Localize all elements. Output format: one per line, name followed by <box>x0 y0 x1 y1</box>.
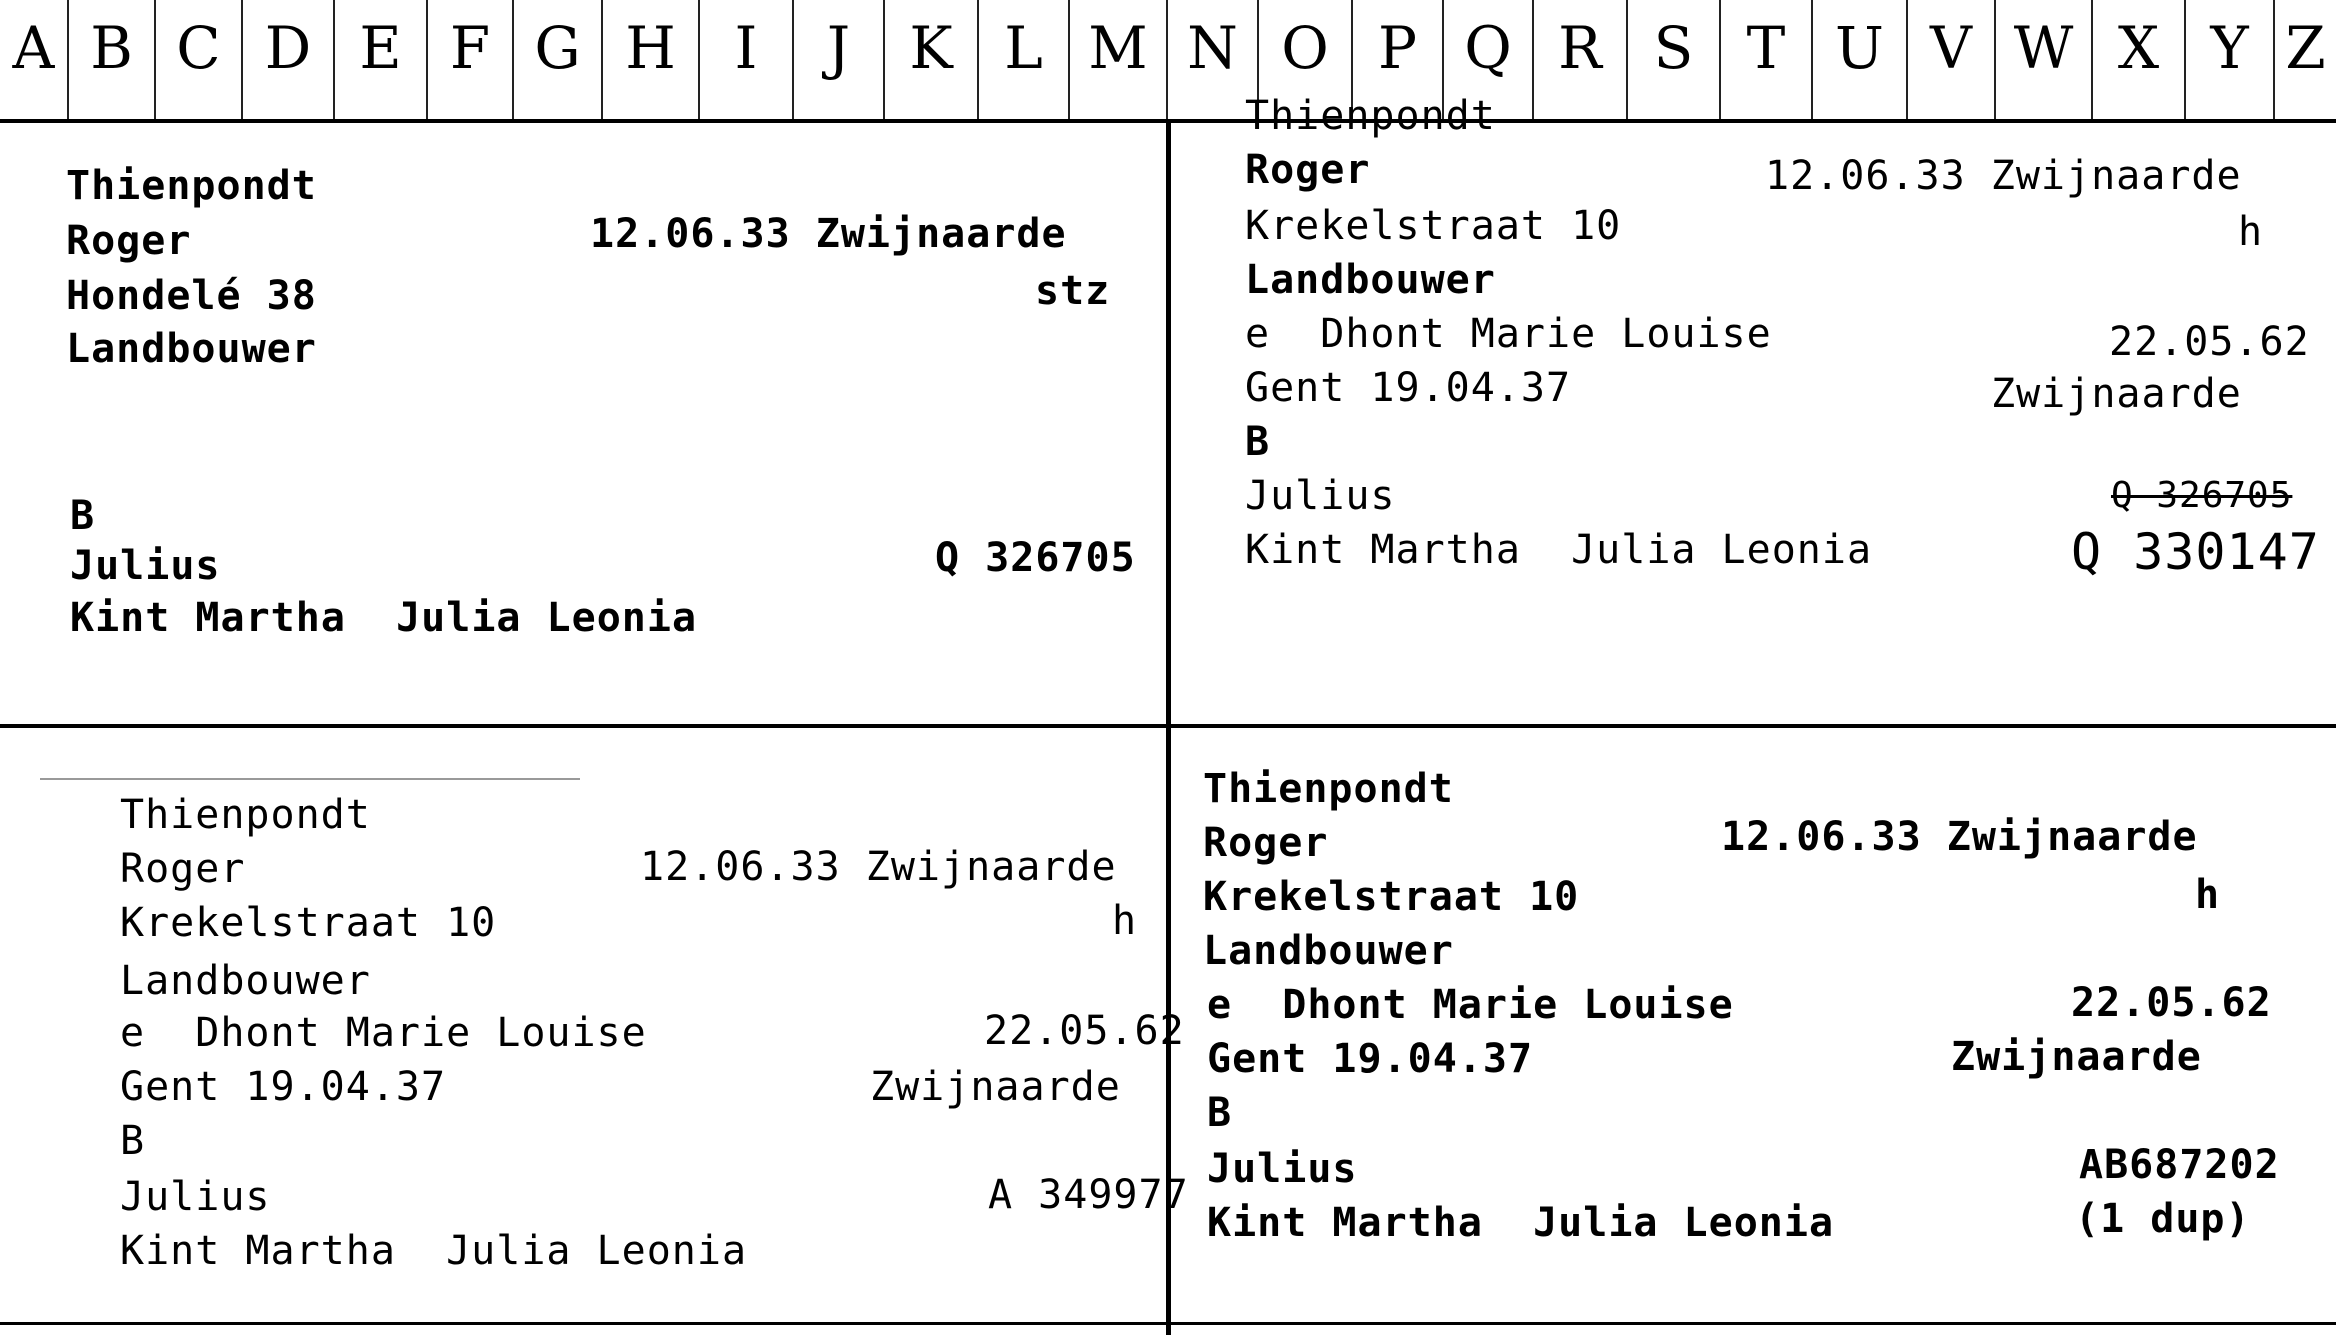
registration-number: Q 330147 <box>2071 523 2320 581</box>
given-name: Roger <box>1245 147 1371 193</box>
index-letter-f: F <box>428 0 514 119</box>
index-letter-e: E <box>335 0 428 119</box>
index-letter-s: S <box>1628 0 1721 119</box>
status: h <box>2238 209 2264 255</box>
index-letter-g: G <box>514 0 603 119</box>
code: B <box>1245 419 1271 465</box>
father-name: Julius <box>1245 473 1396 519</box>
index-letter-k: K <box>885 0 979 119</box>
index-letter-y: Y <box>2186 0 2275 119</box>
surname: Thienpondt <box>1203 766 1454 812</box>
given-name: Roger <box>66 218 192 264</box>
index-letter-r: R <box>1534 0 1628 119</box>
occupation: Landbouwer <box>1245 257 1496 303</box>
index-letter-z: Z <box>2285 14 2326 82</box>
code: B <box>120 1118 146 1164</box>
mother-name: Kint Martha Julia Leonia <box>1245 527 1873 573</box>
index-letter-u: U <box>1813 0 1908 119</box>
status: h <box>1112 898 1138 944</box>
birth-date-place: 12.06.33 Zwijnaarde <box>590 211 1067 257</box>
marriage-date: 22.05.62 <box>2109 319 2310 365</box>
index-letter-w: W <box>1996 0 2093 119</box>
index-letter-n: N <box>1168 0 1259 119</box>
occupation: Landbouwer <box>1203 928 1454 974</box>
spouse-birth: Gent 19.04.37 <box>1207 1036 1534 1082</box>
spouse: e Dhont Marie Louise <box>1207 982 1734 1028</box>
index-letter-v: V <box>1908 0 1996 119</box>
mother-name: Kint Martha Julia Leonia <box>1207 1200 1835 1246</box>
record-card-1 <box>0 123 1166 724</box>
spouse-birth: Gent 19.04.37 <box>120 1064 447 1110</box>
index-letter-c: C <box>156 0 243 119</box>
marriage-date: 22.05.62 <box>984 1008 1185 1054</box>
registration-number: AB687202 <box>2079 1142 2280 1188</box>
alphabet-index-row <box>0 0 2336 123</box>
address: Krekelstraat 10 <box>120 900 497 946</box>
code: B <box>1207 1090 1233 1136</box>
surname: Thienpondt <box>120 792 371 838</box>
index-letter-t: T <box>1721 0 1813 119</box>
index-letter-o: O <box>1259 0 1353 119</box>
father-name: Julius <box>1207 1146 1358 1192</box>
marriage-date: 22.05.62 <box>2071 980 2272 1026</box>
status: stz <box>1035 268 1111 314</box>
index-letter-d: D <box>243 0 335 119</box>
index-letter-a: A <box>0 0 69 119</box>
duplicate-note: (1 dup) <box>2075 1196 2251 1242</box>
index-letter-j: J <box>794 0 885 119</box>
surname: Thienpondt <box>1245 93 1496 139</box>
address: Krekelstraat 10 <box>1203 874 1580 920</box>
address: Hondelé 38 <box>66 273 317 319</box>
given-name: Roger <box>120 846 246 892</box>
index-letter-m: M <box>1070 0 1168 119</box>
record-card-3 <box>0 728 1189 1322</box>
birth-date-place: 12.06.33 Zwijnaarde <box>640 844 1117 890</box>
index-letter-b: B <box>69 0 156 119</box>
address: Krekelstraat 10 <box>1245 203 1622 249</box>
index-letter-l: L <box>979 0 1070 119</box>
old-registration-number: Q 326705 <box>2111 475 2293 516</box>
record-card-4 <box>1171 728 2336 1322</box>
record-card-2 <box>1171 93 2336 724</box>
mother-name: Kint Martha Julia Leonia <box>120 1228 748 1274</box>
spouse-birth: Gent 19.04.37 <box>1245 365 1572 411</box>
occupation: Landbouwer <box>120 958 371 1004</box>
index-letter-x: X <box>2093 0 2186 119</box>
stamp-mark <box>40 778 580 780</box>
index-letter-q: Q <box>1444 0 1534 119</box>
occupation: Landbouwer <box>66 326 317 372</box>
index-letter-h: H <box>603 0 700 119</box>
marriage-place: Zwijnaarde <box>1991 371 2242 417</box>
registration-number: A 349977 <box>988 1172 1189 1218</box>
mother-name: Kint Martha Julia Leonia <box>70 595 698 641</box>
given-name: Roger <box>1203 820 1329 866</box>
father-name: Julius <box>120 1174 271 1220</box>
spouse: e Dhont Marie Louise <box>1245 311 1772 357</box>
marriage-place: Zwijnaarde <box>1951 1034 2202 1080</box>
spouse: e Dhont Marie Louise <box>120 1010 647 1056</box>
surname: Thienpondt <box>66 163 317 209</box>
index-letter-i: I <box>700 0 794 119</box>
birth-date-place: 12.06.33 Zwijnaarde <box>1721 814 2198 860</box>
index-letter-p: P <box>1353 0 1444 119</box>
birth-date-place: 12.06.33 Zwijnaarde <box>1765 153 2242 199</box>
code: B <box>70 493 96 539</box>
marriage-place: Zwijnaarde <box>870 1064 1121 1110</box>
card-divider-bottom <box>0 1322 2336 1325</box>
father-name: Julius <box>70 543 221 589</box>
registration-number: Q 326705 <box>935 535 1136 581</box>
status: h <box>2195 872 2221 918</box>
